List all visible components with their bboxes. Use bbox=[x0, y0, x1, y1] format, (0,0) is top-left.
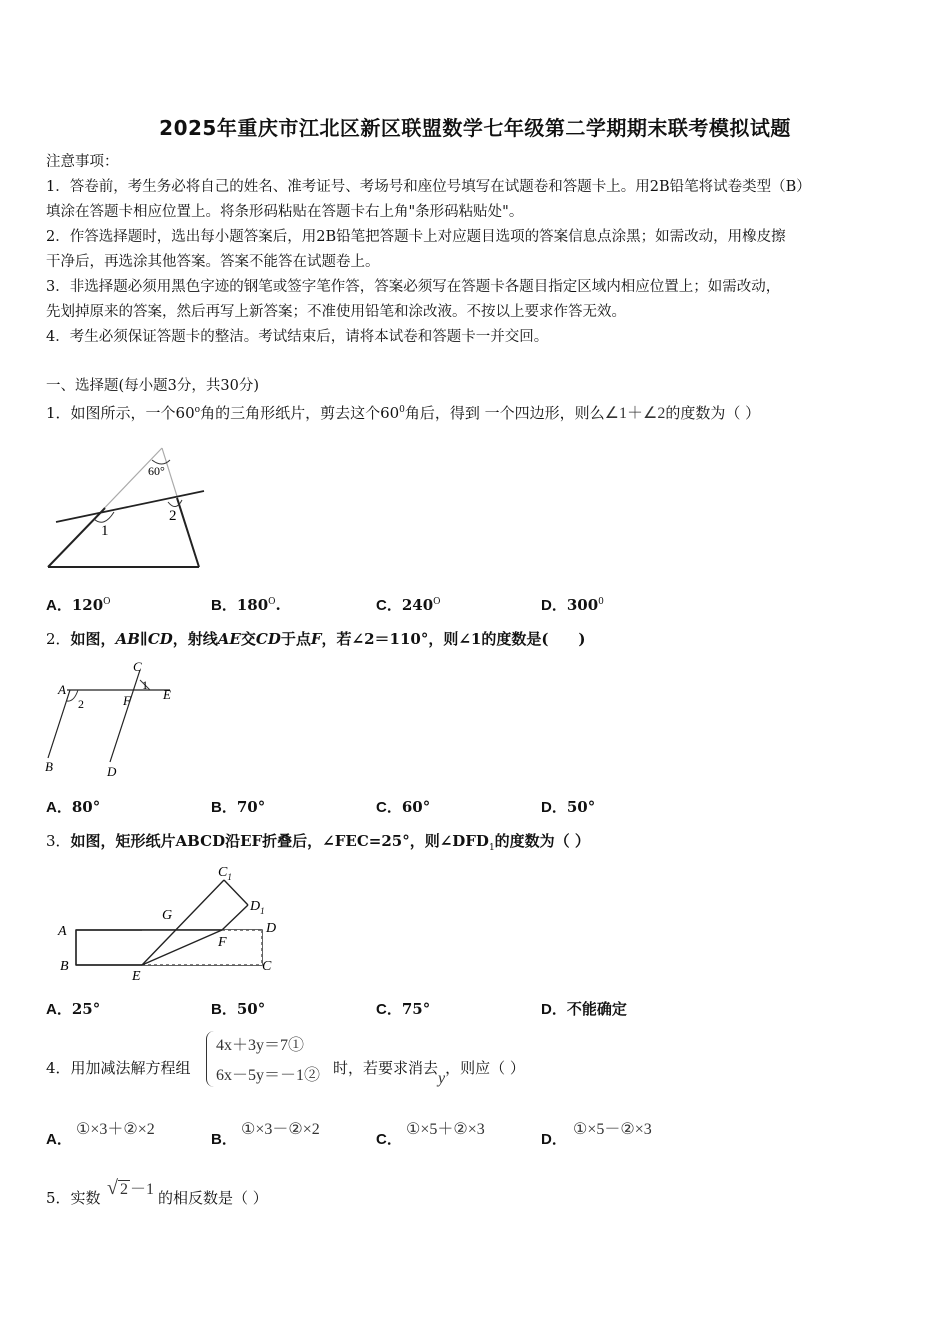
point-f: F bbox=[123, 693, 131, 708]
question-text: 于点 bbox=[280, 630, 311, 648]
math-var: AE bbox=[217, 630, 241, 648]
question-number: 4． bbox=[46, 1059, 71, 1077]
option-a-value: ①×3＋②×2 bbox=[76, 1121, 155, 1138]
point-c: C bbox=[133, 659, 142, 674]
math-var: AB∥CD bbox=[115, 630, 173, 648]
option-c[interactable]: C．75° bbox=[376, 1000, 431, 1018]
option-d[interactable]: D．$300^0$ bbox=[541, 596, 604, 614]
option-b[interactable]: B． bbox=[211, 1131, 237, 1148]
question-number: 5． bbox=[46, 1189, 71, 1207]
point-d: D bbox=[266, 921, 277, 936]
triangle-side bbox=[177, 498, 199, 567]
minus-one: －1 bbox=[129, 1181, 154, 1198]
option-b[interactable]: B．$180^O$. bbox=[211, 596, 281, 614]
question-number: 2． bbox=[46, 630, 71, 648]
math-expression: ∠1＋∠2 bbox=[604, 405, 666, 422]
question-text: 角后，得到 一个四边形，则么 bbox=[404, 404, 605, 422]
point-d: D bbox=[107, 764, 117, 779]
question-4-text bbox=[46, 1057, 191, 1078]
point-f: F bbox=[218, 935, 227, 950]
page-title: 2025年重庆市江北区新区联盟数学七年级第二学期期末联考模拟试题 bbox=[159, 116, 791, 140]
option-a[interactable]: A．25° bbox=[46, 1000, 101, 1018]
notice-line: 先划掉原来的答案，然后再写上新答案；不准使用铅笔和涂改液。不按以上要求作答无效。 bbox=[46, 304, 626, 320]
question-text: 角的三角形纸片，剪去这个60 bbox=[200, 404, 400, 422]
option-c[interactable]: C．60° bbox=[376, 798, 431, 816]
option-d[interactable]: D．不能确定 bbox=[541, 1000, 627, 1018]
angle-label-2: 2 bbox=[78, 697, 84, 711]
sqrt-expression bbox=[107, 1176, 154, 1200]
q1-figure bbox=[44, 440, 214, 575]
radicand: 2 bbox=[119, 1181, 128, 1198]
question-text: ，若∠2＝110°，则∠1的度数是( ) bbox=[321, 630, 586, 648]
question-5-text bbox=[46, 1187, 101, 1208]
question-1 bbox=[46, 400, 760, 423]
q2-figure bbox=[40, 656, 190, 786]
sqrt-sign: √ bbox=[107, 1177, 118, 1199]
option-a[interactable]: A．80° bbox=[46, 798, 101, 816]
option-d[interactable]: D．50° bbox=[541, 798, 596, 816]
math-var: CD bbox=[255, 630, 281, 648]
option-a[interactable]: A．$120^O$ bbox=[46, 596, 111, 614]
question-number: 1． bbox=[46, 404, 71, 422]
question-4-text-2 bbox=[333, 1057, 525, 1087]
option-b[interactable]: B．50° bbox=[211, 1000, 266, 1018]
point-g: G bbox=[162, 908, 173, 923]
angle-label-1: 1 bbox=[142, 678, 148, 692]
option-c[interactable]: C．$240^O$ bbox=[376, 596, 441, 614]
section-heading: 一、选择题(每小题3分，共30分) bbox=[46, 378, 259, 394]
point-e: E bbox=[132, 969, 141, 984]
equation-2: 6x－5y＝－1② bbox=[216, 1067, 321, 1084]
point-a: A bbox=[58, 924, 67, 939]
mask bbox=[142, 930, 262, 965]
question-text: 如图所示，一个60 bbox=[70, 404, 195, 422]
question-text: ，射线 bbox=[172, 630, 218, 648]
degree-sup: 0 bbox=[399, 405, 405, 415]
question-text: 交 bbox=[240, 630, 256, 648]
option-c[interactable]: C． bbox=[376, 1131, 402, 1148]
subscript: 1 bbox=[488, 843, 495, 853]
notice-line: 3．非选择题必须用黑色字迹的钢笔或签字笔作答，答案必须写在答题卡各题目指定区域内相应位置上；如需改动， bbox=[46, 279, 781, 295]
notice-line: 1．答卷前，考生务必将自己的姓名、准考证号、考场号和座位号填写在试题卷和答题卡上。用2B铅笔将试卷类型（B） bbox=[46, 179, 811, 195]
option-c-value: ①×5＋②×3 bbox=[406, 1121, 485, 1138]
point-c: C bbox=[262, 959, 272, 974]
math-var: F bbox=[310, 630, 322, 648]
question-text: 如图，矩形纸片ABCD沿EF折叠后，∠FEC=25°，则∠DFD bbox=[70, 832, 489, 850]
question-text: 时，若要求消去 bbox=[333, 1059, 439, 1077]
notice-heading: 注意事项： bbox=[46, 154, 119, 170]
degree-sup: o bbox=[194, 405, 201, 415]
notice-line: 干净后，再选涂其他答案。答案不能答在试题卷上。 bbox=[46, 254, 380, 270]
cut-line bbox=[56, 491, 204, 522]
equation-1: 4x＋3y＝7① bbox=[216, 1037, 305, 1054]
question-5-text-2: 的相反数是（ ） bbox=[158, 1189, 268, 1207]
point-e: E bbox=[163, 687, 171, 702]
question-text: 用加减法解方程组 bbox=[70, 1059, 191, 1077]
line-cd bbox=[110, 670, 140, 762]
point-c1: $C_1$ bbox=[218, 865, 232, 882]
question-number: 3． bbox=[46, 832, 71, 850]
angle-label-60: 60° bbox=[148, 464, 165, 478]
point-b: B bbox=[60, 959, 69, 974]
option-d-value: ①×5－②×3 bbox=[573, 1121, 652, 1138]
question-2 bbox=[46, 628, 586, 649]
notice-line: 2．作答选择题时，选出每小题答案后，用2B铅笔把答题卡上对应题目选项的答案信息点涂黑；如需改动，用橡皮擦 bbox=[46, 229, 786, 245]
line-ab bbox=[48, 690, 70, 758]
q3-figure bbox=[52, 858, 292, 986]
question-3 bbox=[46, 830, 590, 853]
question-text: 的度数为（ ） bbox=[665, 404, 761, 422]
option-b[interactable]: B．70° bbox=[211, 798, 266, 816]
angle-label-2: 2 bbox=[169, 508, 177, 524]
point-b: B bbox=[45, 759, 53, 774]
angle-label-1: 1 bbox=[101, 523, 109, 539]
question-text: ，则应（ ） bbox=[445, 1059, 525, 1077]
question-text: 如图， bbox=[70, 630, 116, 648]
option-a[interactable]: A． bbox=[46, 1131, 72, 1148]
notice-line: 4．考生必须保证答题卡的整洁。考试结束后，请将本试卷和答题卡一并交回。 bbox=[46, 329, 549, 345]
question-text: 的度数为（ ） bbox=[494, 832, 590, 850]
edge-d1f bbox=[222, 905, 248, 930]
option-d[interactable]: D． bbox=[541, 1131, 567, 1148]
math-var-y: y bbox=[438, 1070, 446, 1087]
edge-c1d1 bbox=[224, 880, 248, 905]
option-b-value: ①×3－②×2 bbox=[241, 1121, 320, 1138]
notice-line: 填涂在答题卡相应位置上。将条形码粘贴在答题卡右上角"条形码粘贴处"。 bbox=[46, 204, 524, 220]
question-text: 实数 bbox=[70, 1189, 101, 1207]
point-d1: $D_1$ bbox=[250, 899, 265, 916]
point-a: A bbox=[58, 682, 66, 697]
